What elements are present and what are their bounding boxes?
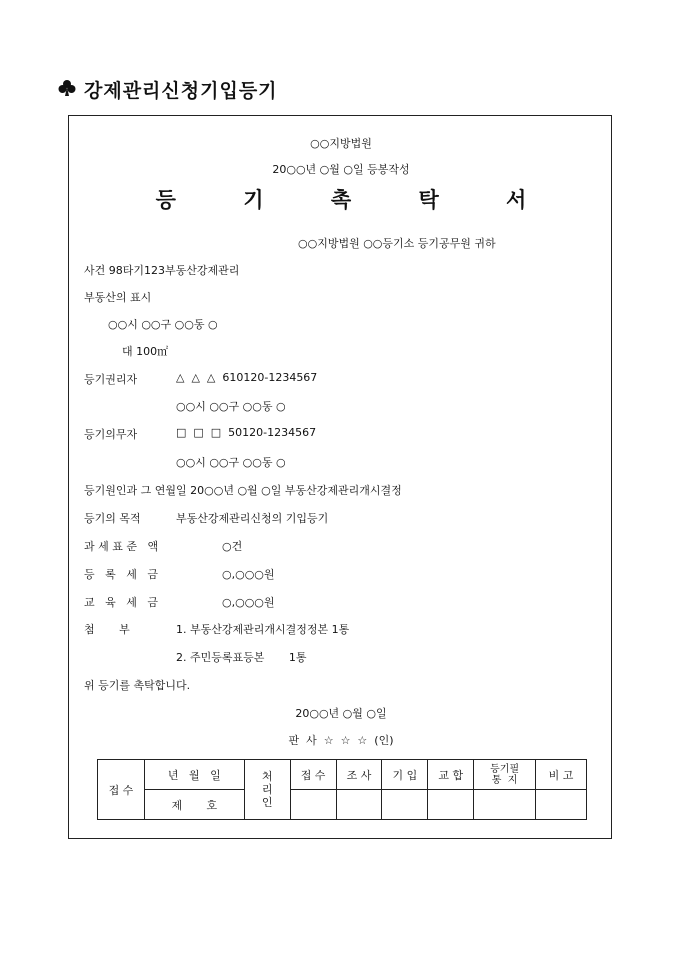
attach-label: 첨 부 [84,623,130,636]
section-heading [58,76,278,103]
holder-label: 등기권리자 [84,373,138,386]
case-line: 사건 98타기123부동산강제관리 [84,264,240,277]
edu-tax-value: ○,○○○원 [222,596,275,609]
property-area: 대 100㎡ [122,345,169,358]
attachment-2: 2. 주민등록표등본 1통 [176,651,307,664]
property-label: 부동산의 표시 [84,291,152,304]
registry-table [97,759,587,820]
date-header: 년 월 일 [144,760,244,790]
sign-date: 20○○년 ○월 ○일 [295,707,387,720]
holder-address: ○○시 ○○구 ○○동 ○ [176,400,286,413]
purpose-value: 부동산강제관리신청의 기입등기 [176,512,329,525]
entry-entry-cell[interactable] [382,790,428,820]
document-title: 등 기 촉 탁 서 [155,187,557,212]
obligor-label: 등기의무자 [84,428,138,441]
document-frame [68,115,612,839]
receipt-header: 접 수 [98,760,145,820]
tax-base-label: 과 세 표 준 액 [84,540,159,553]
obligor-address: ○○시 ○○구 ○○동 ○ [176,456,286,469]
number-cell: 제 호 [144,790,244,820]
collation-entry-cell[interactable] [428,790,474,820]
reg-tax-value: ○,○○○원 [222,568,275,581]
remarks-entry-cell[interactable] [536,790,587,820]
notice-entry-cell[interactable] [474,790,536,820]
receipt-entry-cell[interactable] [290,790,336,820]
processor-header: 처 리 인 [244,760,290,820]
reg-tax-label: 등 록 세 금 [84,568,158,581]
tax-base-value: ○건 [222,540,243,553]
heading-text: 강제관리신청기입등기 [84,80,278,102]
obligor-name: □ □ □ 50120-1234567 [176,426,317,439]
purpose-label: 등기의 목적 [84,512,141,525]
column-remarks: 비 고 [536,760,587,790]
court-name: ○○지방법원 [310,137,372,150]
addressee: ○○지방법원 ○○등기소 등기공무원 귀하 [298,237,496,250]
column-entry: 기 입 [382,760,428,790]
club-icon [58,79,76,102]
column-review: 조 사 [336,760,382,790]
judge-signature: 판 사 ☆ ☆ ☆ (인) [288,734,394,747]
column-collation: 교 합 [428,760,474,790]
column-notice: 등기필 통 지 [474,760,536,790]
column-receipt: 접 수 [290,760,336,790]
property-address: ○○시 ○○구 ○○동 ○ [108,318,218,331]
edu-tax-label: 교 육 세 금 [84,596,158,609]
review-entry-cell[interactable] [336,790,382,820]
attachment-1: 1. 부동산강제관리개시결정정본 1통 [176,623,350,636]
closing-line: 위 등기를 촉탁합니다. [84,679,191,692]
holder-name: △ △ △ 610120-1234567 [176,371,318,384]
cause-line: 등기원인과 그 연월일 20○○년 ○월 ○일 부동산강제관리개시결정 [84,484,402,497]
date-line: 20○○년 ○월 ○일 등봉작성 [272,163,410,176]
